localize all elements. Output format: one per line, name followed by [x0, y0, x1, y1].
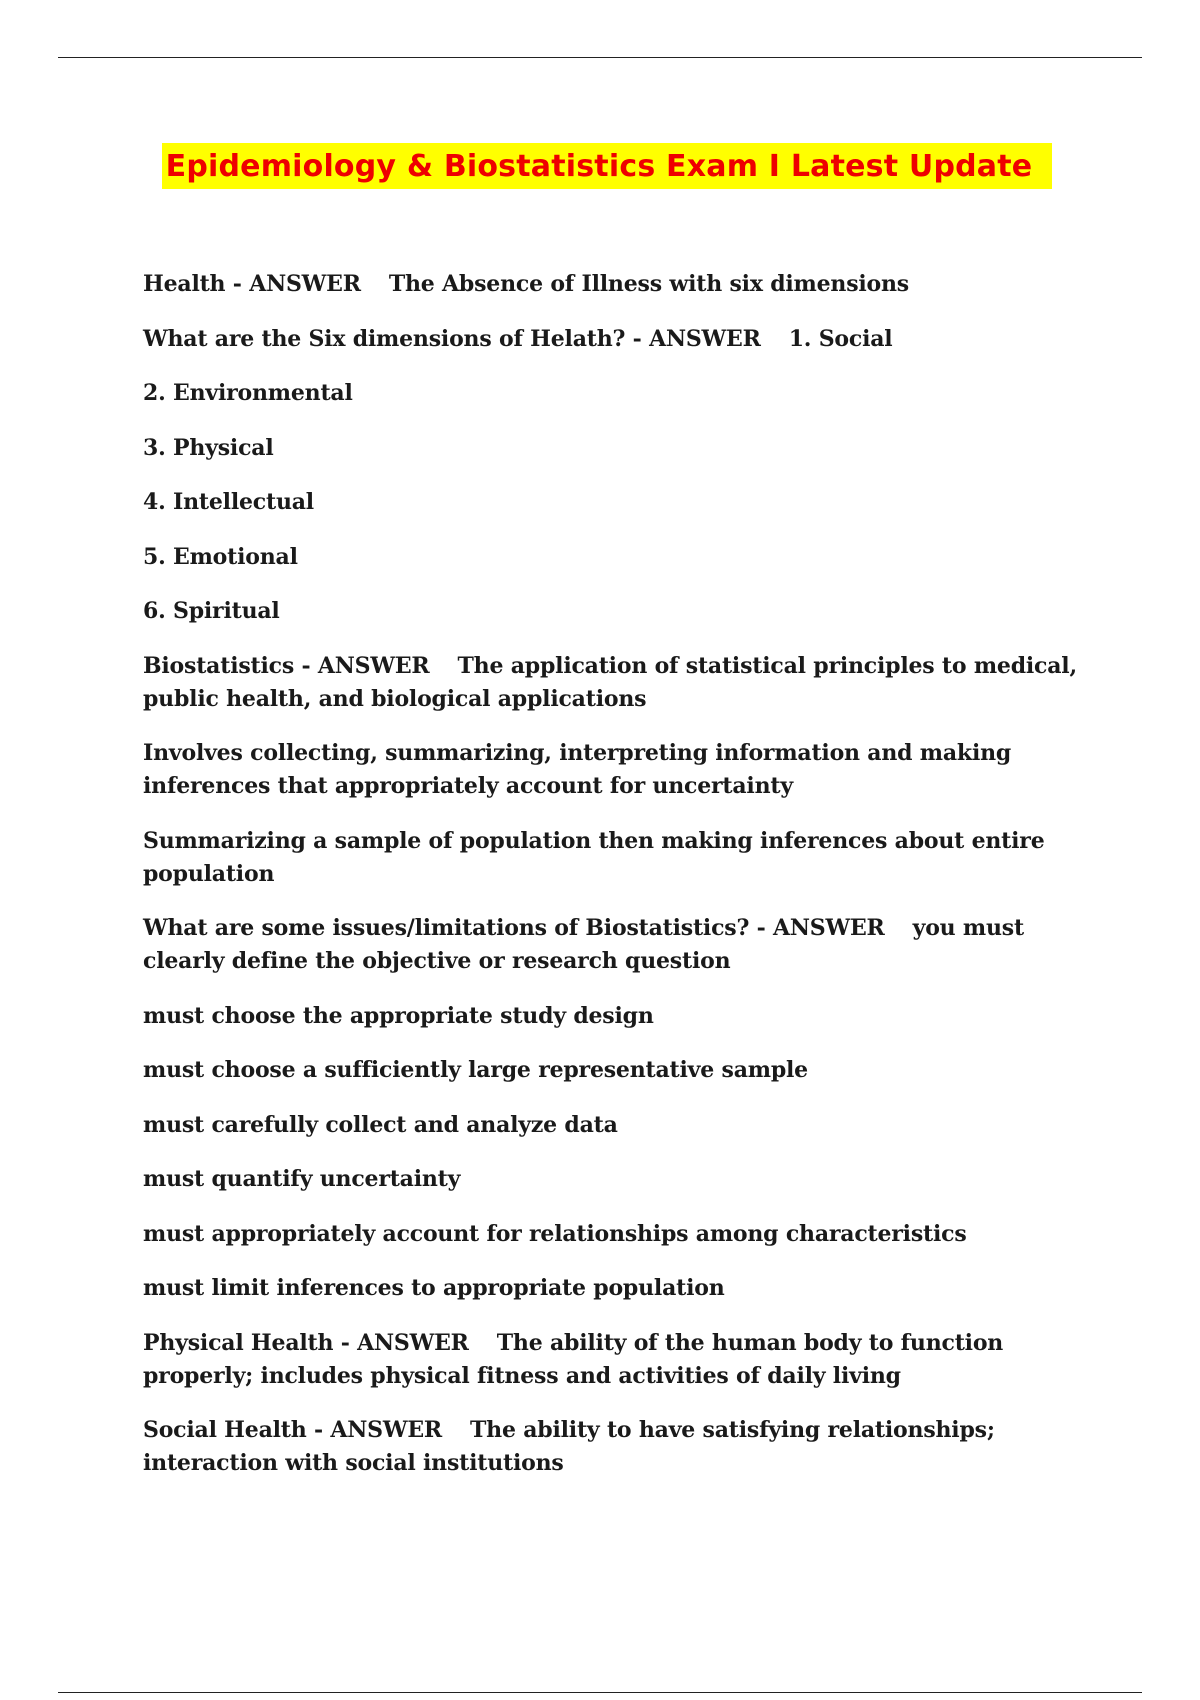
- title-block: [0, 143, 1200, 189]
- answer-line: [143, 1272, 1103, 1305]
- answer-line: [143, 825, 1103, 891]
- answer-text: 4. Intellectual: [143, 489, 314, 515]
- answer-text: must carefully collect and analyze data: [143, 1111, 618, 1138]
- question-text: Health - ANSWER: [143, 271, 361, 297]
- answer-text: 5. Emotional: [143, 543, 298, 570]
- answer-text: The ability to have satisfying relationships; interaction with social institutions: [143, 1417, 995, 1476]
- qa-paragraph: [143, 1414, 1103, 1480]
- answer-line: [143, 1109, 1103, 1142]
- answer-text: must limit inferences to appropriate population: [143, 1275, 725, 1301]
- question-text: Social Health - ANSWER: [143, 1417, 443, 1443]
- qa-paragraph: [143, 268, 1103, 301]
- document-title: Epidemiology & Biostatistics Exam I Latest Update: [162, 143, 1053, 189]
- answer-line: [143, 486, 1103, 519]
- header-rule: [58, 57, 1142, 58]
- answer-line: [143, 737, 1103, 803]
- answer-text: Involves collecting, summarizing, interpreting information and making inferences that appropriately account for uncertainty: [143, 740, 1012, 799]
- qa-content: [143, 268, 1103, 1502]
- qa-paragraph: [143, 912, 1103, 978]
- answer-line: [143, 432, 1103, 465]
- answer-line: [143, 1000, 1103, 1033]
- answer-line: [143, 541, 1103, 574]
- answer-text: must choose the appropriate study design: [143, 1002, 654, 1029]
- qa-paragraph: [143, 1327, 1103, 1393]
- qa-paragraph: [143, 650, 1103, 716]
- answer-text: The ability of the human body to function properly; includes physical fitness and activities of daily living: [143, 1329, 1004, 1389]
- answer-line: [143, 1054, 1103, 1087]
- qa-paragraph: [143, 323, 1103, 356]
- answer-text: you must clearly define the objective or research question: [143, 915, 1024, 974]
- answer-text: The Absence of Illness with six dimensions: [388, 271, 909, 297]
- answer-line: [143, 1218, 1103, 1251]
- question-text: Biostatistics - ANSWER: [143, 652, 430, 679]
- answer-text: 3. Physical: [143, 434, 274, 461]
- question-text: Physical Health - ANSWER: [143, 1329, 469, 1356]
- answer-text: must choose a sufficiently large representative sample: [143, 1057, 808, 1083]
- answer-line: [143, 377, 1103, 410]
- answer-text: must quantify uncertainty: [143, 1166, 461, 1192]
- answer-text: 1. Social: [788, 325, 893, 352]
- footer-rule: [58, 1692, 1142, 1693]
- answer-line: [143, 1163, 1103, 1196]
- answer-text: 2. Environmental: [143, 380, 353, 406]
- answer-line: [143, 595, 1103, 628]
- answer-text: The application of statistical principles to medical, public health, and biological applications: [143, 652, 1077, 712]
- question-text: What are some issues/limitations of Biostatistics? - ANSWER: [143, 915, 885, 941]
- answer-text: 6. Spiritual: [143, 598, 280, 624]
- answer-text: must appropriately account for relationships among characteristics: [143, 1220, 967, 1247]
- question-text: What are the Six dimensions of Helath? - ANSWER: [143, 325, 761, 352]
- answer-text: Summarizing a sample of population then making inferences about entire population: [143, 827, 1045, 887]
